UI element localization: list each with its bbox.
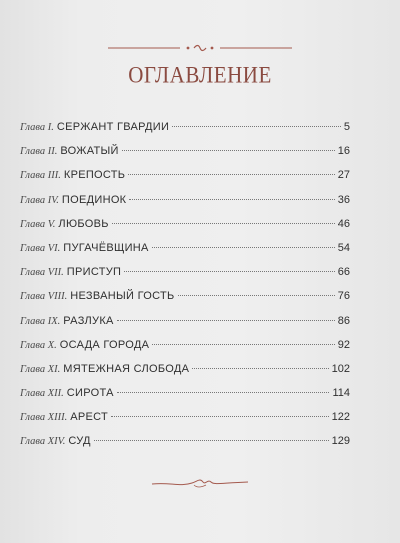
toc-entry <box>20 266 350 290</box>
dot-leader <box>117 392 330 393</box>
chapter-title: ЛЮБОВЬ <box>58 217 109 230</box>
chapter-title: ОСАДА ГОРОДА <box>59 338 150 351</box>
chapter-title: НЕЗВАНЫЙ ГОСТЬ <box>70 290 175 303</box>
chapter-number: Глава X. <box>20 339 57 351</box>
chapter-title: МЯТЕЖНАЯ СЛОБОДА <box>63 362 190 375</box>
toc-entry <box>20 145 350 169</box>
chapter-number: Глава XIV. <box>20 436 66 448</box>
top-ornament <box>108 42 292 54</box>
dot-leader <box>152 344 334 345</box>
page-title: ОГЛАВЛЕНИЕ <box>128 62 272 88</box>
chapter-title: СЕРЖАНТ ГВАРДИИ <box>56 121 170 133</box>
chapter-title: ПУГАЧЁВЩИНА <box>63 241 149 254</box>
dot-leader <box>122 150 335 151</box>
page-number: 27 <box>337 169 350 182</box>
page-number: 122 <box>331 411 350 424</box>
dot-leader <box>152 247 335 248</box>
page-number: 92 <box>337 338 350 351</box>
toc-entry <box>20 411 350 435</box>
dot-leader <box>112 223 335 224</box>
chapter-title: КРЕПОСТЬ <box>63 169 126 182</box>
dot-leader <box>111 416 329 417</box>
chapter-number: Глава XI. <box>20 363 61 375</box>
chapter-title: РАЗЛУКА <box>63 314 114 327</box>
chapter-number: Глава VII. <box>20 267 64 279</box>
dot-leader <box>129 199 334 200</box>
chapter-number: Глава XII. <box>20 388 64 400</box>
bottom-flourish-ornament <box>150 475 250 491</box>
page-number: 54 <box>337 241 350 254</box>
dot-leader <box>178 295 335 296</box>
toc-entry <box>20 435 350 459</box>
page-number: 5 <box>343 121 350 133</box>
page-number: 66 <box>337 266 350 279</box>
dot-leader <box>124 271 335 272</box>
dot-leader <box>117 320 335 321</box>
dot-leader <box>94 440 329 441</box>
toc-entry <box>20 194 350 218</box>
toc-entry <box>20 121 350 145</box>
toc-entry <box>20 387 350 411</box>
dot-leader <box>192 368 328 369</box>
page-number: 36 <box>337 193 350 206</box>
page-number: 16 <box>337 145 350 158</box>
toc-entry <box>20 363 350 387</box>
page-number: 86 <box>337 314 350 327</box>
page-number: 102 <box>331 362 350 375</box>
dot-leader <box>172 126 341 127</box>
toc-entry <box>20 339 350 363</box>
chapter-title: АРЕСТ <box>70 411 109 424</box>
chapter-number: Глава II. <box>20 146 58 158</box>
toc-entry <box>20 315 350 339</box>
page-number: 129 <box>331 435 350 448</box>
chapter-title: СИРОТА <box>66 387 114 400</box>
dot-leader <box>128 174 334 175</box>
chapter-number: Глава I. <box>20 122 54 133</box>
chapter-number: Глава VIII. <box>20 291 68 303</box>
chapter-number: Глава III. <box>20 170 61 182</box>
toc-entry <box>20 242 350 266</box>
toc-entry <box>20 290 350 314</box>
chapter-title: ПРИСТУП <box>66 266 122 279</box>
table-of-contents <box>20 121 350 460</box>
toc-entry <box>20 218 350 242</box>
chapter-number: Глава IX. <box>20 315 61 327</box>
chapter-number: Глава V. <box>20 218 56 230</box>
chapter-number: Глава XIII. <box>20 412 68 424</box>
chapter-title: ВОЖАТЫЙ <box>60 145 119 158</box>
chapter-title: СУД <box>68 435 91 448</box>
chapter-number: Глава VI. <box>20 242 61 254</box>
page-number: 114 <box>332 387 350 400</box>
page-number: 46 <box>337 217 350 230</box>
page-number: 76 <box>337 290 350 303</box>
toc-entry <box>20 169 350 193</box>
chapter-number: Глава IV. <box>20 194 59 206</box>
chapter-title: ПОЕДИНОК <box>61 193 127 206</box>
